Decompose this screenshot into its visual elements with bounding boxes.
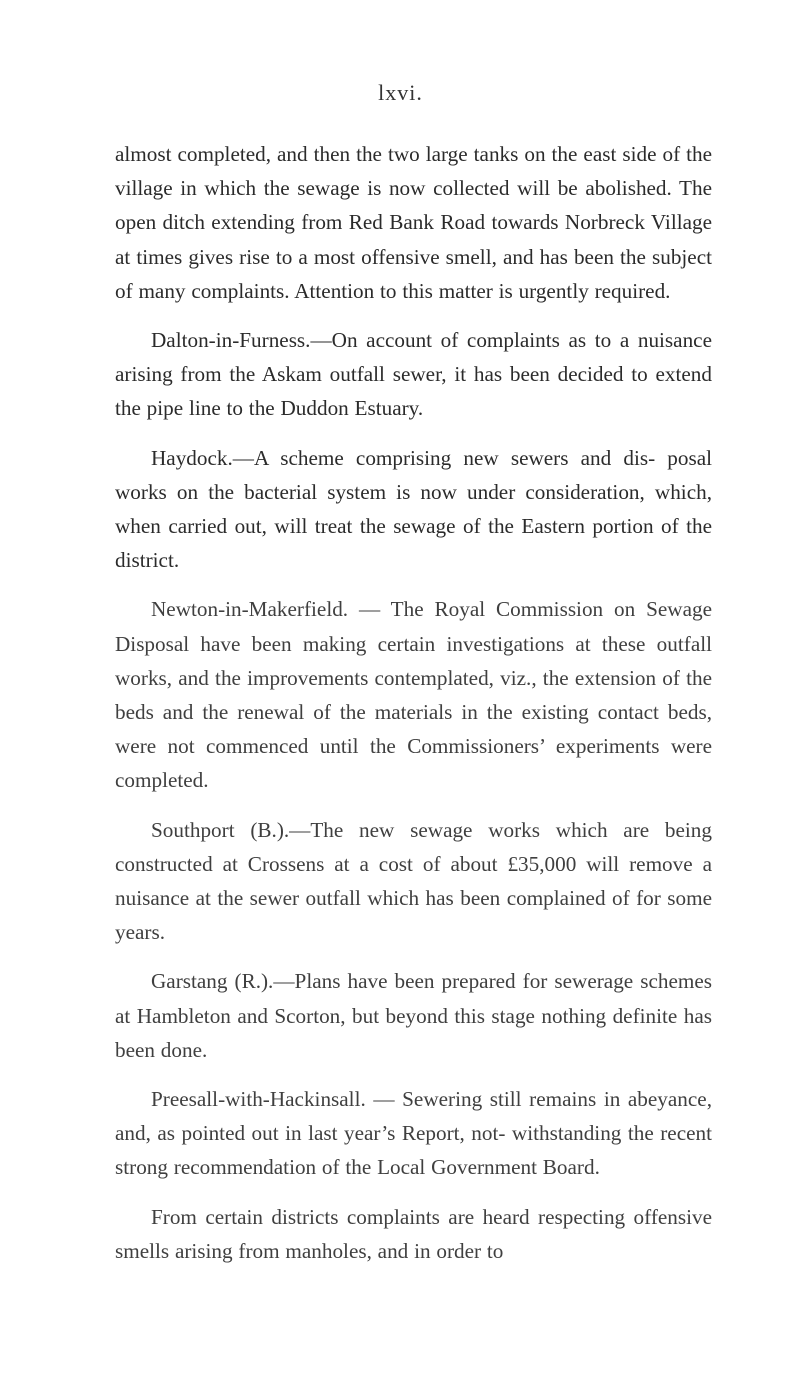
paragraph-garstang: Garstang (R.).—Plans have been prepared for sewerage schemes at Hambleton and Scorton, but beyond this stage nothing definite has been done.: [115, 969, 712, 1062]
paragraph-preesall-with-hackinsall: Preesall-with-Hackinsall. — Sewering still remains in abeyance, and, as pointed out in last year’s Report, not- withstanding the recent strong recommendation of the Local Government Board.: [115, 1087, 712, 1180]
paragraph-newton-in-makerfield: Newton-in-Makerfield. — The Royal Commission on Sewage Disposal have been making certain investigations at these outfall works, and the improvements contemplated, viz., the extension of the beds and the renewal of the materials in the existing contact beds, were not commenced until the Commissioners’ experiments were completed.: [115, 597, 712, 793]
paragraph-haydock: Haydock.—A scheme comprising new sewers and dis- posal works on the bacterial system is now under consideration, which, when carried out, will treat the sewage of the Eastern portion of the district.: [115, 445, 712, 573]
paragraph-complaints-manholes: From certain districts complaints are heard respecting offensive smells arising from manholes, and in order to: [115, 1204, 712, 1263]
paragraph-dalton-in-furness: Dalton-in-Furness.—On account of complaints as to a nuisance arising from the Askam outfall sewer, it has been decided to extend the pipe line to the Duddon Estuary.: [115, 328, 712, 421]
page-number: lxvi.: [378, 80, 423, 105]
paragraph-continuation: almost completed, and then the two large tanks on the east side of the village in which the sewage is now collected will be abolished. The open ditch extending from Red Bank Road towards Norbreck Village at times gives rise to a most offensive smell, and has been the subject of many complaints. Attention to this matter is urgently required.: [115, 142, 712, 303]
paragraph-southport: Southport (B.).—The new sewage works which are being constructed at Crossens at a cost of about £35,000 will remove a nuisance at the sewer outfall which has been complained of for some years.: [115, 817, 712, 945]
body-text: [115, 137, 712, 1283]
